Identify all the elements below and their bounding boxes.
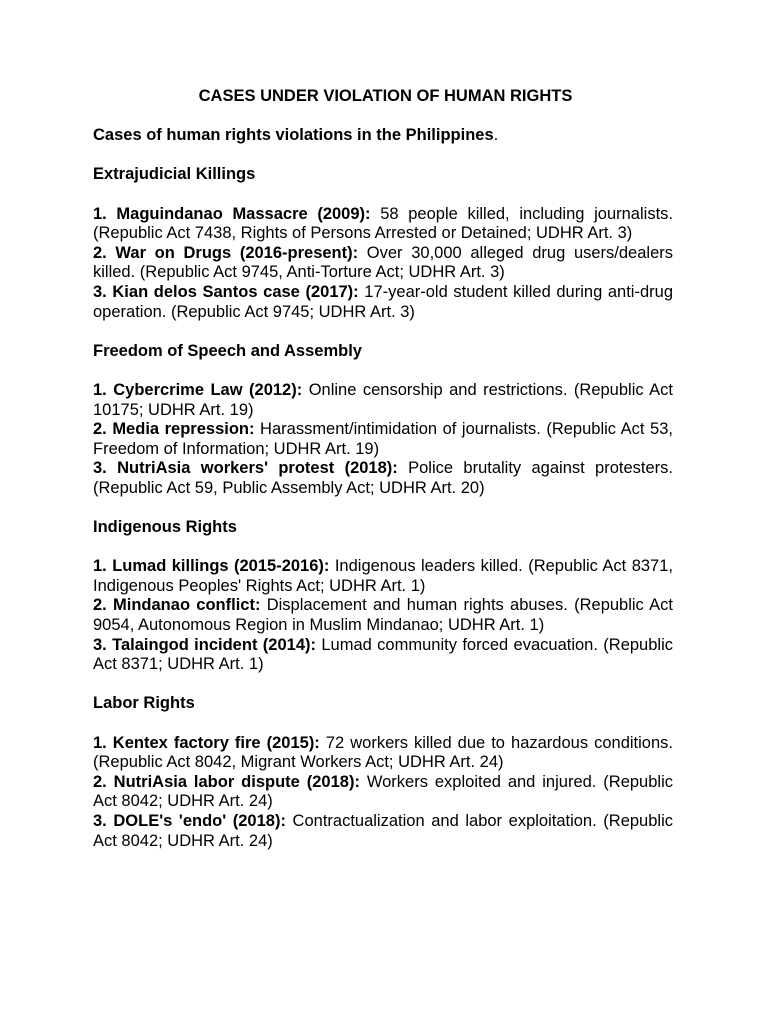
case-item: [93, 773, 673, 812]
case-text: Contractualization and labor exploitation. (Republic Act 8042; UDHR Art. 24): [93, 811, 673, 850]
case-list-labor-rights: [93, 734, 673, 852]
case-text: Lumad community forced evacuation. (Republic Act 8371; UDHR Art. 1): [93, 635, 673, 674]
case-text: Police brutality against protesters. (Republic Act 59, Public Assembly Act; UDHR Art. 20): [93, 459, 673, 497]
case-list-indigenous-rights: [93, 557, 673, 675]
case-label: 3. DOLE's 'endo' (2018):: [93, 811, 286, 830]
section-heading-indigenous-rights: Indigenous Rights: [93, 518, 237, 537]
intro-text: Cases of human rights violations in the Philippines: [93, 126, 494, 145]
case-item: [93, 381, 673, 420]
case-label: 3. NutriAsia workers' protest (2018):: [93, 459, 398, 478]
case-item: [93, 734, 673, 773]
case-item: [93, 636, 673, 675]
case-item: [93, 283, 673, 322]
case-label: 2. NutriAsia labor dispute (2018):: [93, 772, 360, 791]
section-heading-extrajudicial-killings: Extrajudicial Killings: [93, 165, 256, 184]
case-label: 1. Maguindanao Massacre (2009):: [93, 204, 371, 223]
case-text: 17-year-old student killed during anti-drug operation. (Republic Act 9745; UDHR Art. 3): [93, 282, 673, 321]
case-label: 2. Media repression:: [93, 420, 255, 439]
section-heading-labor-rights: Labor Rights: [93, 694, 195, 713]
case-text: 58 people killed, including journalists. (Republic Act 7438, Rights of Persons Arrested or Detained; UDHR Art. 3): [93, 204, 673, 243]
case-label: 3. Talaingod incident (2014):: [93, 635, 316, 654]
case-item: [93, 596, 673, 635]
case-label: 1. Kentex factory fire (2015):: [93, 733, 320, 752]
case-item: [93, 205, 673, 244]
case-text: Displacement and human rights abuses. (Republic Act 9054, Autonomous Region in Muslim Mindanao; UDHR Art. 1): [93, 596, 673, 635]
case-list-extrajudicial-killings: [93, 205, 673, 323]
case-text: Online censorship and restrictions. (Republic Act 10175; UDHR Art. 19): [93, 380, 673, 419]
case-label: 3. Kian delos Santos case (2017):: [93, 282, 359, 301]
case-text: Indigenous leaders killed. (Republic Act 8371, Indigenous Peoples' Rights Act; UDHR Art. 1): [93, 557, 673, 595]
case-item: [93, 557, 673, 596]
case-label: 1. Lumad killings (2015-2016):: [93, 557, 330, 576]
case-label: 2. War on Drugs (2016-present):: [93, 243, 359, 262]
case-item: [93, 812, 673, 851]
case-list-freedom-of-speech: [93, 381, 673, 499]
document-title: CASES UNDER VIOLATION OF HUMAN RIGHTS: [198, 87, 573, 105]
case-text: Workers exploited and injured. (Republic Act 8042; UDHR Art. 24): [93, 772, 673, 811]
case-text: Harassment/intimidation of journalists. (Republic Act 53, Freedom of Information; UDHR Art. 19): [93, 420, 673, 458]
intro-line: [93, 126, 673, 146]
case-text: Over 30,000 alleged drug users/dealers killed. (Republic Act 9745, Anti-Torture Act; UDHR Art. 3): [93, 243, 673, 282]
case-item: [93, 244, 673, 283]
case-label: 2. Mindanao conflict:: [93, 596, 261, 615]
section-heading-freedom-of-speech: Freedom of Speech and Assembly: [93, 341, 362, 360]
intro-period: .: [493, 126, 499, 145]
case-label: 1. Cybercrime Law (2012):: [93, 380, 303, 399]
case-text: 72 workers killed due to hazardous conditions. (Republic Act 8042, Migrant Workers Act; UDHR Art. 24): [93, 733, 673, 772]
case-item: [93, 420, 673, 459]
case-item: [93, 459, 673, 498]
